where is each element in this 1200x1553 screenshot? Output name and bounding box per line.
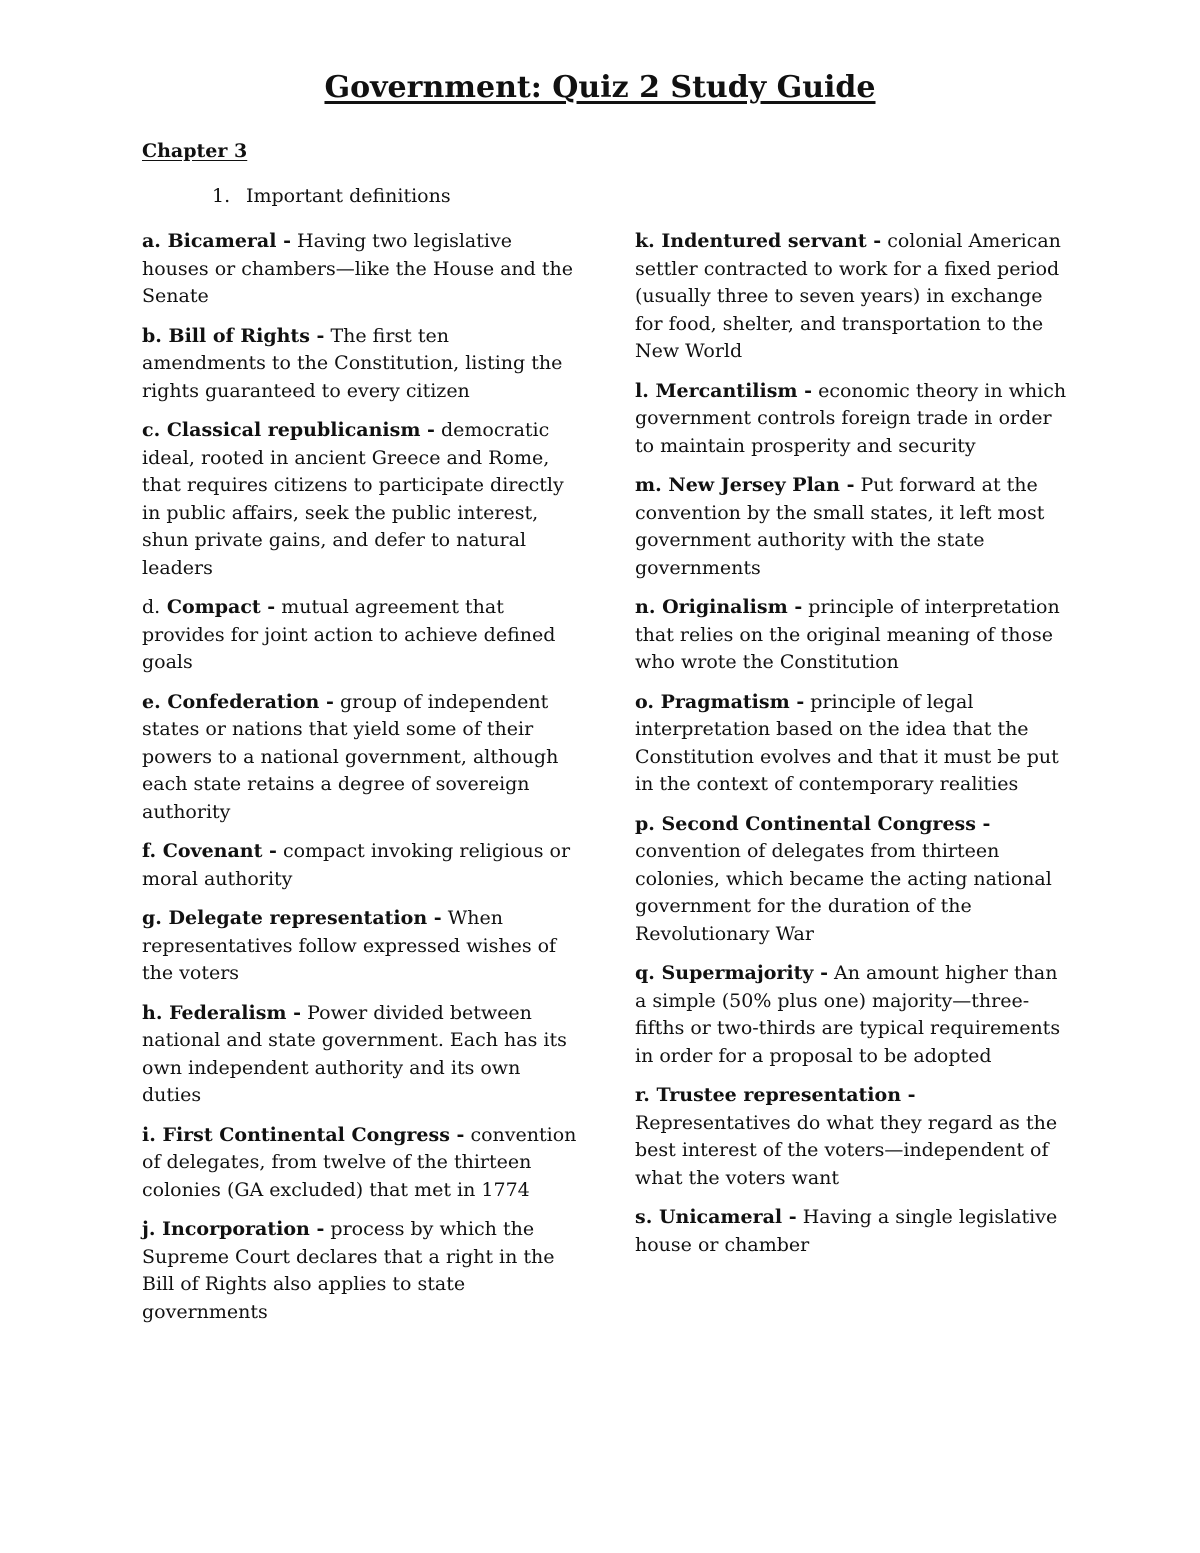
- definition-text: group of independent states or nations that yield some of their powers to a national government, although each state retains a degree of sovereign authority: [142, 690, 559, 823]
- entry-letter: g.: [142, 907, 162, 929]
- definition-term: [142, 596, 275, 618]
- term-separator: -: [794, 596, 803, 618]
- definition-entry: [635, 811, 1070, 949]
- definition-term: [635, 962, 828, 984]
- term-separator: -: [788, 1206, 797, 1228]
- definition-term: [635, 474, 854, 496]
- definition-text: When representatives follow expressed wishes of the voters: [142, 907, 557, 984]
- term-text: Confederation: [167, 690, 320, 713]
- term-separator: -: [267, 596, 276, 618]
- definition-entry: [635, 228, 1070, 366]
- term-separator: -: [820, 962, 828, 984]
- definition-term: [142, 691, 334, 713]
- term-text: Classical republicanism: [166, 419, 421, 441]
- definition-entry: [635, 378, 1070, 461]
- definition-entry: [142, 838, 577, 893]
- term-separator: -: [283, 230, 291, 252]
- entry-letter: k.: [635, 230, 655, 252]
- entry-letter: b.: [142, 324, 162, 347]
- definition-text: The first ten amendments to the Constitution, listing the rights guaranteed to every citizen: [142, 324, 563, 402]
- definition-text: Having two legislative houses or chambers—like the House and the Senate: [142, 230, 573, 307]
- term-text: Covenant: [162, 840, 263, 862]
- definitions-left-column: [142, 228, 577, 1338]
- entry-letter: d.: [142, 596, 161, 618]
- entry-letter: f.: [142, 840, 157, 862]
- page-title: Government: Quiz 2 Study Guide: [324, 70, 876, 105]
- entry-letter: n.: [635, 596, 656, 618]
- term-text: Bicameral: [167, 230, 277, 252]
- term-separator: -: [316, 1218, 325, 1240]
- definition-entry: [635, 1204, 1070, 1259]
- definition-term: [635, 380, 812, 402]
- definition-entry: [142, 323, 577, 406]
- definition-entry: [142, 417, 577, 582]
- definition-text: Having a single legislative house or chamber: [635, 1206, 1058, 1256]
- definition-term: [142, 1124, 464, 1146]
- entry-letter: e.: [142, 690, 161, 713]
- term-text: Compact: [166, 596, 261, 618]
- definition-text: convention of delegates, from twelve of the thirteen colonies (GA excluded) that met in 1774: [142, 1123, 577, 1201]
- definition-term: [635, 691, 804, 713]
- definition-entry: [635, 1082, 1070, 1192]
- definitions-right-column: [635, 228, 1070, 1271]
- term-text: Trustee representation: [656, 1084, 902, 1106]
- entry-letter: h.: [142, 1001, 163, 1024]
- definition-entry: [142, 594, 577, 677]
- definition-entry: [635, 594, 1070, 677]
- definition-term: [142, 840, 277, 862]
- definition-entry: [142, 228, 577, 311]
- term-text: Bill of Rights: [168, 324, 310, 347]
- term-text: Supermajority: [661, 962, 814, 984]
- definition-term: [142, 907, 442, 929]
- definition-entry: [142, 1216, 577, 1326]
- term-separator: -: [293, 1001, 302, 1024]
- definition-text: principle of interpretation that relies on the original meaning of those who wrote the Constitution: [635, 596, 1060, 673]
- definition-entry: [635, 960, 1070, 1070]
- term-separator: -: [433, 907, 442, 929]
- term-separator: -: [846, 474, 855, 496]
- term-separator: -: [427, 419, 435, 441]
- term-separator: -: [907, 1084, 916, 1106]
- term-text: Delegate representation: [168, 907, 428, 929]
- definition-text: convention of delegates from thirteen colonies, which became the acting national government for the duration of the Revolutionary War: [635, 840, 1052, 945]
- term-separator: -: [269, 840, 277, 862]
- term-separator: -: [804, 379, 813, 402]
- term-separator: -: [326, 690, 334, 713]
- term-separator: -: [456, 1123, 465, 1146]
- definition-term: [142, 1002, 301, 1024]
- definition-text: An amount higher than a simple (50% plus one) majority—three-fifths or two-thirds are typical requirements in order for a proposal to be adopted: [635, 962, 1061, 1067]
- term-separator: -: [316, 324, 325, 347]
- definition-entry: [635, 689, 1070, 799]
- definition-text: economic theory in which government controls foreign trade in order to maintain prosperity and security: [635, 379, 1067, 457]
- entry-letter: j.: [142, 1218, 156, 1240]
- definition-term: [142, 1218, 324, 1240]
- term-text: Indentured servant: [661, 230, 867, 252]
- definition-text: Representatives do what they regard as the best interest of the voters—independent of what the voters want: [635, 1111, 1058, 1189]
- definition-text: process by which the Supreme Court declares that a right in the Bill of Rights also applies to state governments: [142, 1218, 555, 1323]
- section-heading: Chapter 3: [142, 140, 248, 162]
- definition-text: colonial American settler contracted to work for a fixed period (usually three to seven years) in exchange for food, shelter, and transportation to the New World: [635, 230, 1061, 362]
- term-text: Originalism: [662, 596, 788, 618]
- entry-letter: o.: [635, 690, 654, 713]
- entry-letter: r.: [635, 1084, 650, 1106]
- entry-letter: i.: [142, 1123, 156, 1146]
- entry-letter: q.: [635, 962, 655, 984]
- term-text: Second Continental Congress: [661, 812, 976, 835]
- entry-letter: p.: [635, 812, 655, 835]
- term-separator: -: [873, 230, 882, 252]
- definition-term: [142, 325, 324, 347]
- term-text: Federalism: [169, 1001, 287, 1024]
- term-text: Incorporation: [162, 1218, 310, 1240]
- definition-entry: [142, 1000, 577, 1110]
- definition-entry: [635, 472, 1070, 582]
- list-number: 1.: [212, 185, 231, 207]
- entry-letter: m.: [635, 474, 662, 496]
- definition-term: [635, 230, 881, 252]
- entry-letter: l.: [635, 379, 649, 402]
- definition-text: mutual agreement that provides for joint action to achieve defined goals: [142, 596, 556, 673]
- term-text: Mercantilism: [655, 379, 798, 402]
- definition-entry: [142, 1122, 577, 1205]
- term-separator: -: [982, 812, 991, 835]
- definition-term: [635, 813, 990, 835]
- definition-term: [635, 1084, 916, 1106]
- term-text: Unicameral: [658, 1206, 783, 1228]
- term-separator: -: [796, 690, 805, 713]
- term-text: Pragmatism: [660, 690, 790, 713]
- entry-letter: s.: [635, 1206, 653, 1228]
- definition-term: [635, 596, 802, 618]
- term-text: First Continental Congress: [162, 1123, 450, 1146]
- definition-entry: [142, 689, 577, 827]
- entry-letter: a.: [142, 230, 161, 252]
- definition-text: Power divided between national and state government. Each has its own independent authority and its own duties: [142, 1001, 567, 1106]
- definition-text: Put forward at the convention by the small states, it left most government authority with the state governments: [635, 474, 1045, 579]
- list-label: Important definitions: [246, 185, 451, 207]
- term-text: New Jersey Plan: [668, 474, 840, 496]
- definition-term: [635, 1206, 797, 1228]
- numbered-list-item: [212, 185, 451, 207]
- definition-entry: [142, 905, 577, 988]
- definition-term: [142, 230, 291, 252]
- definition-text: democratic ideal, rooted in ancient Greece and Rome, that requires citizens to participate directly in public affairs, seek the public interest, shun private gains, and defer to natural leaders: [142, 419, 564, 579]
- definition-text: compact invoking religious or moral authority: [142, 840, 571, 890]
- definition-term: [142, 419, 435, 441]
- definition-text: principle of legal interpretation based on the idea that the Constitution evolves and that it must be put in the context of contemporary realities: [635, 690, 1059, 795]
- entry-letter: c.: [142, 419, 161, 441]
